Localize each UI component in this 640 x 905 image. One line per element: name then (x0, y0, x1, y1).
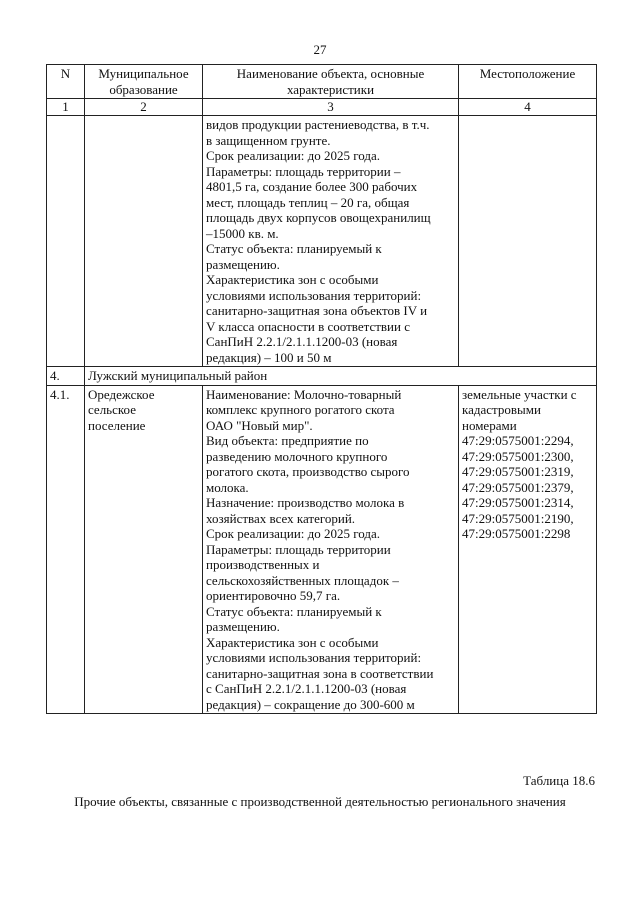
text-line: –15000 кв. м. (206, 225, 279, 241)
text-line: 47:29:0575001:2300, (462, 448, 574, 464)
table-row-item (47, 385, 597, 714)
cell-location (459, 116, 597, 367)
table-header-row (47, 65, 597, 99)
text-line: санитарно-защитная зона объектов IV и (206, 303, 428, 318)
text-line: земельные участки с (462, 386, 577, 402)
header-object: Наименование объекта, основные характеристики (203, 65, 459, 99)
text-line: поселение (88, 417, 146, 433)
column-number: 4 (459, 99, 597, 116)
table-caption: Таблица 18.6 (523, 773, 595, 788)
cell-object-continued (203, 116, 459, 367)
text-line: условиями использования территорий: (206, 287, 422, 303)
text-line: мест, площадь теплиц – 20 га, общая (206, 194, 410, 210)
column-number: 1 (47, 99, 85, 116)
cell-n (47, 116, 85, 367)
header-location: Местоположение (459, 65, 597, 99)
text-line: видов продукции растениеводства, в т.ч. (206, 117, 430, 132)
column-number: 3 (203, 99, 459, 116)
text-line: условиями использования территорий: (206, 650, 422, 665)
text-line: размещению. (206, 256, 280, 272)
text-line: размещению. (206, 619, 280, 634)
item-object-description (203, 385, 459, 714)
text-line: сельскохозяйственных площадок – (206, 572, 399, 588)
item-location (459, 385, 597, 714)
region-number: 4. (47, 367, 85, 386)
text-line: производственных и (206, 557, 320, 572)
text-line: площадь двух корпусов овощехранилищ (206, 210, 431, 225)
text-line: разведению молочного крупного (206, 448, 388, 464)
text-line: в защищенном грунте. (206, 132, 331, 148)
text-line: 47:29:0575001:2294, (462, 433, 574, 448)
text-line: Статус объекта: планируемый к (206, 241, 382, 256)
page-number: 27 (313, 42, 327, 57)
text-line: хозяйствах всех категорий. (206, 510, 356, 526)
text-line: 47:29:0575001:2379, (462, 479, 574, 495)
text-line: 47:29:0575001:2319, (462, 464, 574, 479)
item-municipality (85, 385, 203, 714)
section-subtitle: Прочие объекты, связанные с производственной деятельностью регионального значения (74, 794, 566, 809)
cell-municipality (85, 116, 203, 367)
text-line: 47:29:0575001:2190, (462, 510, 574, 526)
header-n: N (47, 65, 85, 99)
text-line: Срок реализации: до 2025 года. (206, 526, 381, 541)
text-line: молока. (206, 479, 249, 495)
text-line: Срок реализации: до 2025 года. (206, 148, 381, 163)
text-line: 4801,5 га, создание более 300 рабочих (206, 179, 418, 194)
text-line: Параметры: площадь территории (206, 541, 391, 557)
text-line: кадастровыми (462, 402, 541, 417)
column-number: 2 (85, 99, 203, 116)
table-row-region (47, 367, 597, 386)
text-line: редакция) – 100 и 50 м (206, 349, 332, 365)
table-row-continued (47, 116, 597, 367)
text-line: сельское (88, 402, 136, 417)
text-line: V класса опасности в соответствии с (206, 318, 410, 334)
objects-table (46, 64, 597, 714)
text-line: 47:29:0575001:2314, (462, 495, 574, 510)
text-line: номерами (462, 417, 517, 433)
column-number-row (47, 99, 597, 116)
text-line: с СанПиН 2.2.1/2.1.1.1200-03 (новая (206, 681, 407, 696)
text-line: Характеристика зон с особыми (206, 272, 379, 287)
text-line: ОАО "Новый мир". (206, 417, 313, 433)
text-line: 47:29:0575001:2298 (462, 526, 571, 541)
text-line: санитарно-защитная зона в соответствии (206, 665, 434, 681)
text-line: СанПиН 2.2.1/2.1.1.1200-03 (новая (206, 334, 398, 349)
item-number: 4.1. (47, 385, 85, 714)
text-line: ориентировочно 59,7 га. (206, 588, 341, 603)
text-line: рогатого скота, производство сырого (206, 464, 410, 479)
text-line: редакция) – сокращение до 300-600 м (206, 696, 415, 712)
text-line: Оредежское (88, 386, 155, 402)
text-line: Параметры: площадь территории – (206, 163, 401, 179)
text-line: Назначение: производство молока в (206, 495, 405, 510)
text-line: Характеристика зон с особыми (206, 634, 379, 650)
header-municipality: Муниципальное образование (85, 65, 203, 99)
text-line: Статус объекта: планируемый к (206, 603, 382, 619)
region-name: Лужский муниципальный район (85, 367, 597, 386)
text-line: Вид объекта: предприятие по (206, 433, 369, 448)
text-line: Наименование: Молочно-товарный (206, 386, 402, 402)
text-line: комплекс крупного рогатого скота (206, 402, 395, 417)
